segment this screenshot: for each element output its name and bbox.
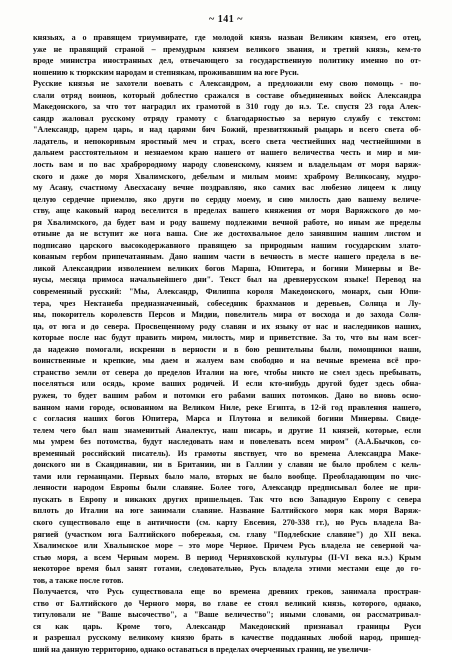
text-line: дальнем расстоятельном и незнаемом краю нашего от нашего величества честь и мир и ми-: [33, 148, 421, 158]
text-line: ленности народом Европы были славяне. Более того, Александр предписывал более не при-: [33, 483, 421, 493]
text-line: лость вам и по вас храброродному народу словенскому, князем и владельцам от моря варяж-: [33, 160, 421, 170]
text-line: ству, аще каковый народ веселится в пределах вашего княжения от моря Варяжского до мо-: [33, 206, 421, 216]
text-line: странство земли от севера до пределов Италии на юге, чтобы никто не смел здесь пребывать,: [33, 367, 421, 377]
text-line: ство от Балтийского до Черного моря, во главе ее стоял великий князь, которого, однако,: [33, 598, 421, 608]
text-line: некоторое время был занят готами, следовательно, Русь владела этими местами еще до го-: [33, 564, 421, 574]
text-line: тов, а также после готов.: [33, 575, 124, 585]
text-line: "Александр, царем царь, и над царями бич Божий, презвитяжный рыцарь и всего света об-: [33, 125, 421, 135]
text-line: временный российский писатель). Из грамоты явствует, что во времена Александра Маке-: [33, 448, 421, 458]
text-line: сандр жаловал русскому отряду грамоту с благодарностью за верную службу с текстом:: [33, 113, 421, 123]
text-line: ца, от юга и до севера. Просвещенному роду славян и их языку от нас и наследников наших,: [33, 321, 421, 331]
text-line: да надежно помогали, искренни в верности и в бою решительны были, помощники наши,: [33, 344, 421, 354]
text-line: стью моря, а всем Черным морем. В период Черняховской культуры (II-VI века н.э.) Крым: [33, 552, 421, 562]
text-line: ся как царь. Кроме того, Александр Македонский признавал границы Руси: [33, 621, 421, 631]
text-line: рягией (участком юга Балтийского побережья, см. главу "Подлебские славяне") до XII века.: [33, 529, 421, 539]
text-line: пускать в Европу и никаких других пришельцев. Так что всю Западную Европу с севера: [33, 494, 421, 504]
text-line: подписано царского высокодержавного правящею за природным нашим государским злато-: [33, 240, 421, 250]
text-line: титуловали не "Ваше высочество", а "Ваше величество"; иными словами, он рассматривал-: [33, 610, 421, 620]
text-line: ского и даже до моря Хвалимского, дебелым и милым моим: храброму Великосану, мудро-: [33, 171, 421, 181]
text-line: уже не правящий страной – премудрым князем великого звания, и третий князь, кем-то: [33, 44, 421, 54]
text-line: князьях, а о правящем триумвирате, где молодой князь назван Великим князем, его отец,: [33, 33, 421, 42]
text-line: отныне да не вступит же нога ваша. Сие же достохвальное дело занявшим нашим листом и: [33, 229, 421, 239]
text-line: донского ни в Скандинавии, ни в Британии, ни в Галлии у славян не было проблем с кель-: [33, 460, 421, 470]
text-line: воинственные и крепкие, мы даем и жалуем вам свободно и на вечные времена всё про-: [33, 356, 421, 366]
text-line: с согласия наших богов Юпитера, Марса и Плутона и великой богини Минервы. Свиде-: [33, 414, 421, 424]
text-line: целую сердечне приемлю, яко други по сердцу моему, и сию милость даю вашему величе-: [33, 194, 421, 204]
text-line: современный русский: "Мы, Александр, Филиппа короля Македонского, монарх, сын Юпи-: [33, 287, 421, 297]
text-line: вроде министра иностранных дел, отвечающего за государственную политику именно по от-: [33, 56, 421, 66]
text-line: телем чего был наш знаменитый Аналектус, наш писарь, и другие 11 князей, которые, если: [33, 425, 421, 435]
text-line: вплоть до Италии на юге занимали славяне. Название Балтийского моря как моря Варяж-: [33, 506, 421, 516]
text-line: му Асану, счастному Авесхасану вечне поздравляю, яко самих вас любезно лицеем к лицу: [33, 183, 421, 193]
text-line: поселяться или осядь, кроме ваших родичей. И если кто-нибудь другой будет здесь обна-: [33, 379, 421, 389]
text-line: и разрешал русскому великому князю брать в качестве подданных любой народ, пришед-: [33, 633, 421, 643]
text-line: Получается, что Русь существовала еще во времена древних греков, занимала простран-: [33, 587, 421, 597]
text-line: нусы, месяца примоса начальнейшего дни". Текст был на древнерусском языке! Перевод на: [33, 275, 421, 285]
text-line: ря Хвалимского, да будет вам и роду вашему подлежими вечной работе, но иным же пределы: [33, 217, 421, 227]
text-line: ны, покоритель королевств Персов и Мидии, повелитель мира от восхода и до захода Солн-: [33, 310, 421, 320]
text-line: ского существовало еще в античности (см. карту Евсевия, 270-338 гг.), но Русь владела Ва-: [33, 517, 421, 527]
text-line: тами или германцами. Первых было мало, вторых не было вообще. Преобладающим по чис-: [33, 471, 421, 481]
text-line: Русские князья не захотели воевать с Александром, а предложили ему свою помощь - по-: [33, 79, 421, 89]
text-line: ношению к тюркским народам и степнякам, проживавшим на юге Руси.: [33, 67, 299, 77]
text-line: тера, чрез Нектанеба предназначенный, собеседник брахманов и деревьев, Солнца и Лу-: [33, 298, 421, 308]
text-line: мы умрем без потомства, будут наследовать нам и повелевать всем миром" (А.А.Бычков, со-: [33, 437, 421, 447]
text-line: Хвалимское или Хвалынское море – это море Черное. Причем Русь владела не северной ча-: [33, 541, 421, 551]
text-line: кованым гербом припечатанным. Дано нашим части в вечность в месте нашего предела в ве-: [33, 252, 421, 262]
text-line: ладатель, и непокоривым яростный меч и страх, всего света честнейших над честнейшими в: [33, 136, 421, 146]
text-line: ванном нами городе, основанном на Великом Ниле, реке Египта, в 12-й год правления нашего,: [33, 402, 421, 412]
page-number: ~ 141 ~: [209, 14, 243, 25]
body-text: [33, 32, 421, 656]
text-line: которые после нас будут править миром, милость, мир и приветствие. За то, что вы нам всег-: [33, 333, 421, 343]
text-line: Македонского, за что тот наградил их грамотой в 310 году до н.э. Т.е. спустя 23 года Алек-: [33, 102, 421, 112]
text-line: ший на данную территорию, однако оставаться в пределах очерченных границ, не увеличи-: [33, 644, 371, 654]
text-line: ружен, то будет вашим рабом и потомки его рабами ваших потомков. Дано во вновь осно-: [33, 390, 421, 400]
text-line: слали отряд воинов, который доблестно сражался в составе объединенных войск Александра: [33, 90, 421, 100]
text-line: ликой Александрии изволением великих богов Марша, Юпитера, и богини Минервы и Ве-: [33, 263, 421, 273]
